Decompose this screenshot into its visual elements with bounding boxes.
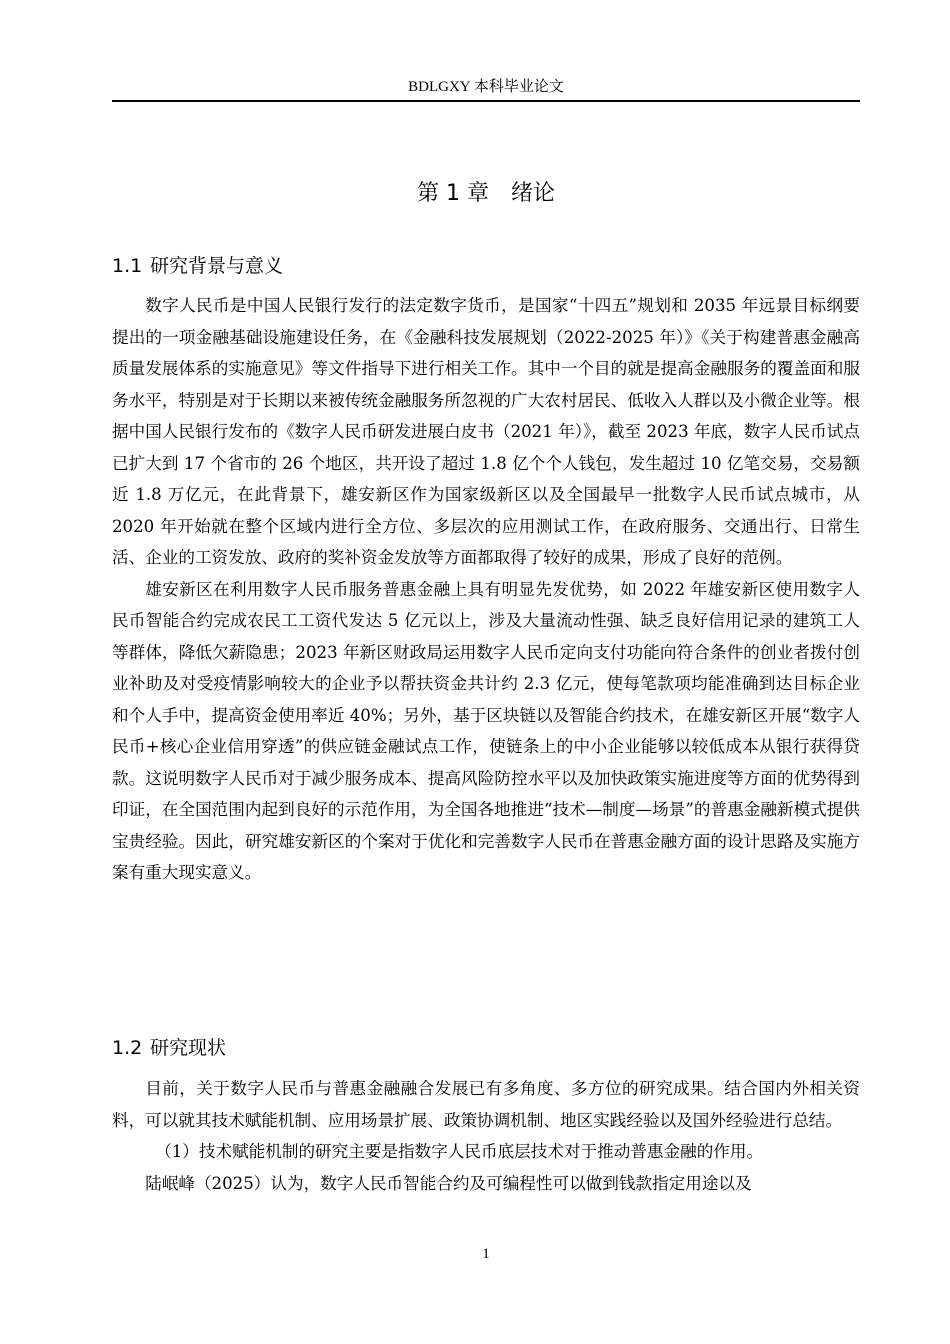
section-body-1-2: [112, 1073, 860, 1199]
paragraph: 数字人民币是中国人民银行发行的法定数字货币，是国家“十四五”规划和 2035 年远景目标纲要提出的一项金融基础设施建设任务，在《金融科技发展规划（2022-2025 年）》《关于构建普惠金融高质量发展体系的实施意见》等文件指导下进行相关工作。其中一个目的就是提高金融服务的覆盖面和服务水平，特别是对于长期以来被传统金融服务所忽视的广大农村居民、低收入人群以及小微企业等。根据中国人民银行发布的《数字人民币研发进展白皮书（2021 年）》，截至 2023 年底，数字人民币试点已扩大到 17 个省市的 26 个地区，共开设了超过 1.8 亿个个人钱包，发生超过 10 亿笔交易，交易额近 1.8 万亿元，在此背景下，雄安新区作为国家级新区以及全国最早一批数字人民币试点城市，从 2020 年开始就在整个区域内进行全方位、多层次的应用测试工作，在政府服务、交通出行、日常生活、企业的工资发放、政府的奖补资金发放等方面都取得了较好的成果，形成了良好的范例。: [112, 296, 860, 567]
list-item: （1）技术赋能机制的研究主要是指数字人民币底层技术对于推动普惠金融的作用。: [155, 1142, 764, 1161]
section-heading-1-2: [112, 1034, 226, 1062]
section-heading-1-1: [112, 252, 283, 280]
paragraph: 目前，关于数字人民币与普惠金融融合发展已有多角度、多方位的研究成果。结合国内外相关资料，可以就其技术赋能机制、应用场景扩展、政策协调机制、地区实践经验以及国外经验进行总结。: [112, 1079, 860, 1130]
header-divider: [112, 100, 860, 102]
running-header: BDLGXY 本科毕业论文: [408, 79, 564, 95]
page-number: 1: [482, 1246, 490, 1262]
section-body-1-1: [112, 290, 860, 889]
paragraph: 陆岷峰（2025）认为，数字人民币智能合约及可编程性可以做到钱款指定用途以及: [145, 1173, 752, 1193]
section-number: 1.1: [112, 255, 143, 277]
section-number: 1.2: [112, 1037, 143, 1059]
paragraph: 雄安新区在利用数字人民币服务普惠金融上具有明显先发优势，如 2022 年雄安新区使用数字人民币智能合约完成农民工工资代发达 5 亿元以上，涉及大量流动性强、缺乏良好信用记录的建筑工人等群体，降低欠薪隐患；2023 年新区财政局运用数字人民币定向支付功能向符合条件的创业者拨付创业补助及对受疫情影响较大的企业予以帮扶资金共计约 2.3 亿元，使每笔款项均能准确到达目标企业和个人手中，提高资金使用率近 40%；另外，基于区块链以及智能合约技术，在雄安新区开展“数字人民币+核心企业信用穿透”的供应链金融试点工作，使链条上的中小企业能够以较低成本从银行获得贷款。这说明数字人民币对于减少服务成本、提高风险防控水平以及加快政策实施进度等方面的优势得到印证，在全国范围内起到良好的示范作用，为全国各地推进“技术—制度—场景”的普惠金融新模式提供宝贵经验。因此，研究雄安新区的个案对于优化和完善数字人民币在普惠金融方面的设计思路及实施方案有重大现实意义。: [112, 579, 860, 882]
section-title-text: 研究背景与意义: [150, 255, 284, 277]
chapter-title: 第 1 章 绪论: [417, 181, 555, 206]
section-title-text: 研究现状: [150, 1037, 227, 1059]
